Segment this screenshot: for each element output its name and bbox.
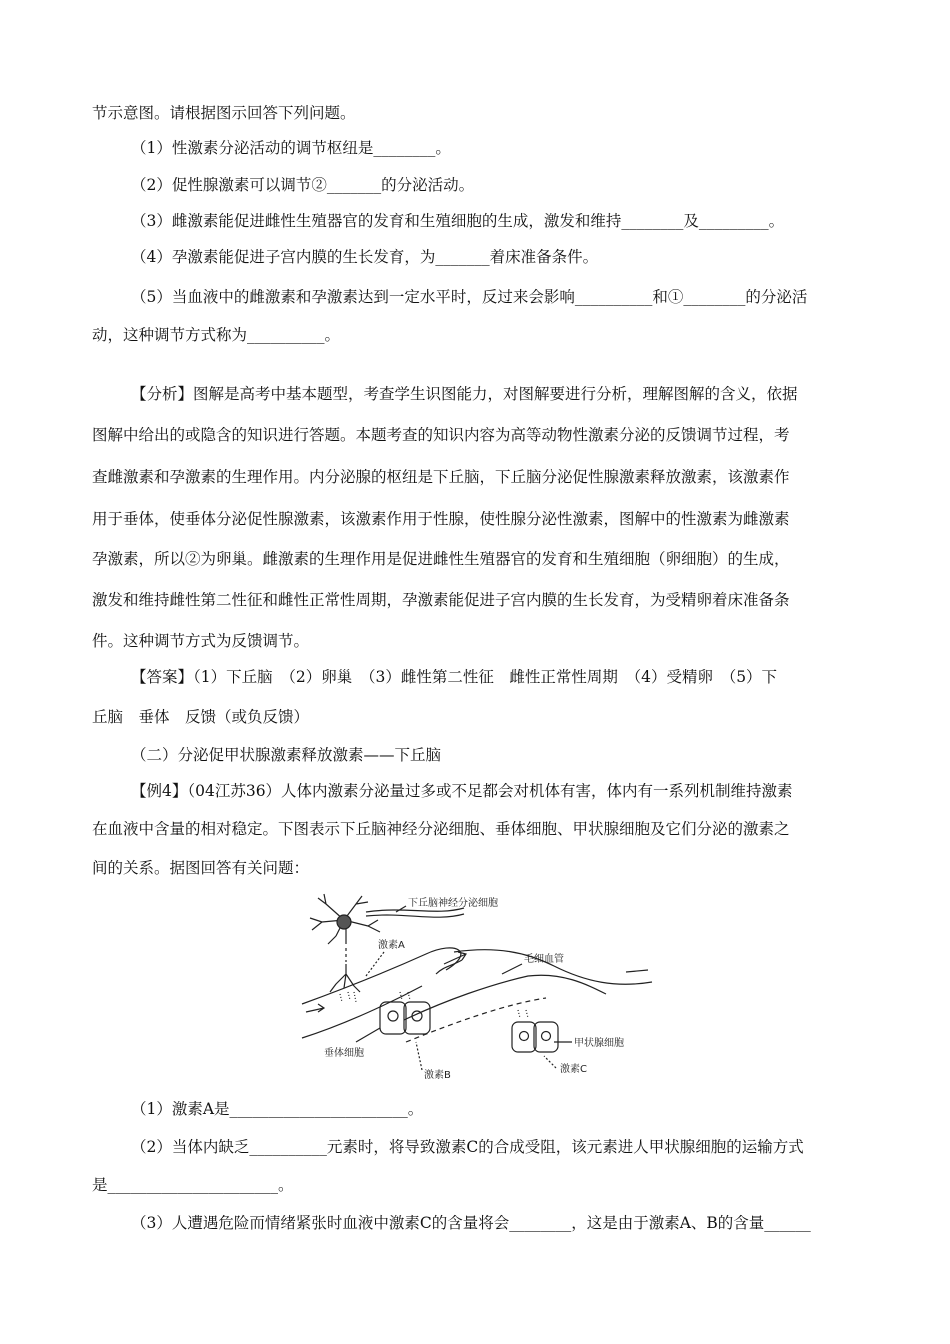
label-capillary: 毛细血管 xyxy=(524,954,564,965)
label-hormone-a: 激素A xyxy=(378,940,405,951)
answer-line: 丘脑 垂体 反馈（或负反馈） xyxy=(92,708,310,726)
label-neuron: 下丘脑神经分泌细胞 xyxy=(408,898,498,909)
question-2: （2）当体内缺乏__________元素时，将导致激素C的合成受阻，该元素进人甲状腺细胞的运输方式 xyxy=(131,1138,804,1156)
example-line: 【例4】（04江苏36）人体内激素分泌量过多或不足都会对机体有害，体内有一系列机制维持激素 xyxy=(131,782,793,800)
text-line: 动，这种调节方式称为__________。 xyxy=(92,326,341,344)
analysis-line: 用于垂体，使垂体分泌促性腺激素，该激素作用于性腺，使性腺分泌性激素，图解中的性激素为雌激素 xyxy=(92,510,790,528)
analysis-line: 孕激素，所以②为卵巢。雌激素的生理作用是促进雌性生殖器官的发育和生殖细胞（卵细胞）的生成， xyxy=(92,550,790,568)
question-3: （3）雌激素能促进雌性生殖器官的发育和生殖细胞的生成，激发和维持________及_________。 xyxy=(131,212,785,230)
question-4: （4）孕激素能促进子宫内膜的生长发育，为_______着床准备条件。 xyxy=(131,248,599,266)
example-line: 间的关系。据图回答有关问题： xyxy=(92,859,310,877)
thyroid-cells xyxy=(512,1010,558,1052)
section-heading: （二）分泌促甲状腺激素释放激素——下丘脑 xyxy=(131,746,442,764)
question-1: （1）激素A是_______________________。 xyxy=(131,1100,424,1118)
question-1: （1）性激素分泌活动的调节枢纽是________。 xyxy=(131,139,451,157)
capillary-vessel xyxy=(302,948,461,1038)
answer-line: 【答案】（1）下丘脑 （2）卵巢 （3）雌性第二性征 雌性正常性周期 （4）受精卵 （5）下 xyxy=(131,668,778,686)
pituitary-cells xyxy=(380,992,430,1034)
analysis-line: 件。这种调节方式为反馈调节。 xyxy=(92,632,310,650)
analysis-line: 图解中给出的或隐含的知识进行答题。本题考查的知识内容为高等动物性激素分泌的反馈调节过程，考 xyxy=(92,426,790,444)
label-thyroid: 甲状腺细胞 xyxy=(574,1038,624,1049)
analysis-line: 激发和维持雌性第二性征和雌性正常性周期，孕激素能促进子宫内膜的生长发育，为受精卵着床准备条 xyxy=(92,591,790,609)
text-line: 节示意图。请根据图示回答下列问题。 xyxy=(92,104,356,122)
question-3: （3）人遭遇危险而情绪紧张时血液中激素C的含量将会________，这是由于激素A、B的含量______ xyxy=(131,1214,811,1232)
text-line: 是______________________。 xyxy=(92,1176,294,1194)
hormone-diagram xyxy=(296,892,660,1082)
analysis-line: 查雌激素和孕激素的生理作用。内分泌腺的枢纽是下丘脑，下丘脑分泌促性腺激素释放激素，该激素作 xyxy=(92,468,790,486)
label-hormone-b: 激素B xyxy=(424,1070,451,1081)
example-line: 在血液中含量的相对稳定。下图表示下丘脑神经分泌细胞、垂体细胞、甲状腺细胞及它们分泌的激素之 xyxy=(92,820,790,838)
analysis-line: 【分析】图解是高考中基本题型，考查学生识图能力，对图解要进行分析，理解图解的含义，依据 xyxy=(131,385,798,403)
label-hormone-c: 激素C xyxy=(560,1064,587,1075)
question-2: （2）促性腺激素可以调节②_______的分泌活动。 xyxy=(131,176,475,194)
label-pituitary: 垂体细胞 xyxy=(324,1048,364,1059)
question-5: （5）当血液中的雌激素和孕激素达到一定水平时，反过来会影响__________和①________的分泌活 xyxy=(131,288,808,306)
